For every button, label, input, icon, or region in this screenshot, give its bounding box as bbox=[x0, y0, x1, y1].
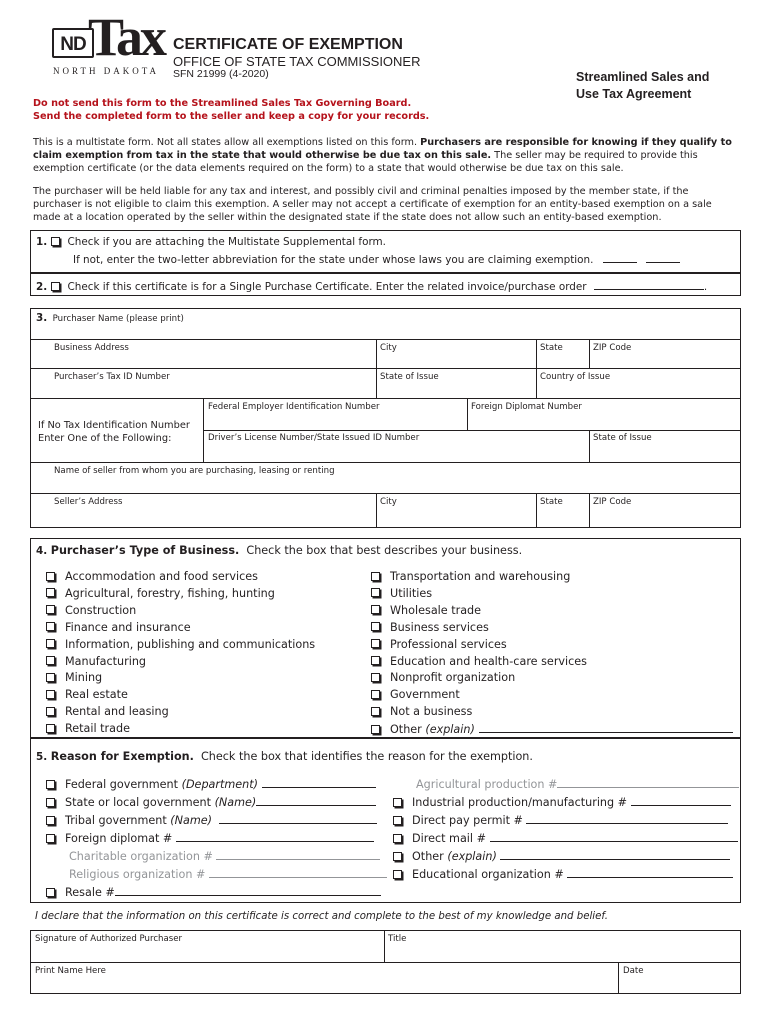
business-type-left-item[interactable] bbox=[46, 705, 169, 718]
business-type-checkbox[interactable] bbox=[46, 707, 55, 716]
business-type-checkbox[interactable] bbox=[46, 690, 55, 699]
business-type-label: Government bbox=[390, 688, 460, 702]
business-type-left-item[interactable] bbox=[46, 688, 128, 701]
business-type-left-item[interactable] bbox=[46, 722, 130, 735]
educational-checkbox[interactable] bbox=[393, 870, 402, 879]
business-type-checkbox[interactable] bbox=[371, 656, 380, 665]
business-type-label: Education and health-care services bbox=[390, 654, 588, 668]
business-type-checkbox[interactable] bbox=[46, 605, 55, 614]
business-type-label: Professional services bbox=[390, 637, 507, 651]
print-name-field[interactable]: Print Name Here bbox=[35, 966, 106, 976]
tax-id-state-field[interactable]: State of Issue bbox=[380, 372, 439, 382]
logo-tax-wordmark: Tax bbox=[88, 7, 165, 67]
section-5-heading: 5. Reason for Exemption. Check the box that identifies the reason for the exemption. bbox=[36, 750, 533, 763]
logo-nd-badge: ND bbox=[52, 28, 94, 58]
reason-federal[interactable]: Federal government (Department) bbox=[46, 777, 376, 791]
reason-tribal[interactable]: Tribal government (Name) bbox=[46, 813, 377, 827]
seller-state-field[interactable]: State bbox=[540, 497, 563, 507]
business-type-right-item[interactable] bbox=[371, 604, 481, 617]
seller-zip-field[interactable]: ZIP Code bbox=[593, 497, 632, 507]
other-reason-checkbox[interactable] bbox=[393, 852, 402, 861]
business-type-checkbox[interactable] bbox=[371, 725, 380, 734]
intro-paragraph-2: The purchaser will be held liable for any tax and interest, and possibly civil and criminal penalties imposed by the member state, if the purchaser is not eligible to claim this exemption. A seller may not accept a certificate of exemption for an entity-based exemption on a sale made at a location operated by the seller within the designated state if the state does not allow such an entity-based exemption. bbox=[33, 186, 712, 223]
business-type-right-item[interactable] bbox=[371, 671, 515, 684]
business-type-checkbox[interactable] bbox=[371, 639, 380, 648]
section-4-heading: 4. Purchaser’s Type of Business. Check the box that best describes your business. bbox=[36, 544, 523, 557]
business-type-left-item[interactable] bbox=[46, 638, 315, 651]
business-type-label: Manufacturing bbox=[65, 654, 147, 668]
business-type-label: Wholesale trade bbox=[390, 603, 482, 617]
business-state-field[interactable]: State bbox=[540, 343, 563, 353]
section-1-line-1: 1. Check if you are attaching the Multistate Supplemental form. bbox=[36, 236, 386, 248]
industrial-checkbox[interactable] bbox=[393, 798, 402, 807]
business-type-right-item[interactable] bbox=[371, 705, 472, 718]
foreign-diplomat-number-field[interactable]: Foreign Diplomat Number bbox=[471, 402, 582, 412]
business-type-label: Information, publishing and communications bbox=[65, 637, 316, 651]
tax-id-field[interactable]: Purchaser’s Tax ID Number bbox=[54, 372, 170, 382]
no-tax-id-label: If No Tax Identification Number Enter One of the Following: bbox=[38, 420, 190, 444]
state-abbrev-field-1[interactable] bbox=[603, 252, 637, 263]
business-type-checkbox[interactable] bbox=[371, 673, 380, 682]
seller-city-field[interactable]: City bbox=[380, 497, 397, 507]
business-type-right-item[interactable] bbox=[371, 688, 460, 701]
office-name: OFFICE OF STATE TAX COMMISSIONER bbox=[173, 54, 421, 69]
business-type-left-item[interactable] bbox=[46, 587, 275, 600]
seller-address-field[interactable]: Seller’s Address bbox=[54, 497, 123, 507]
resale-checkbox[interactable] bbox=[46, 888, 55, 897]
business-type-checkbox[interactable] bbox=[46, 572, 55, 581]
business-type-checkbox[interactable] bbox=[46, 639, 55, 648]
business-type-checkbox[interactable] bbox=[46, 724, 55, 733]
section-2-line: 2. Check if this certificate is for a Single Purchase Certificate. Enter the related invoice/purchase order . bbox=[36, 281, 708, 293]
logo-state-name: NORTH DAKOTA bbox=[53, 66, 159, 76]
business-type-label: Finance and insurance bbox=[65, 620, 191, 634]
business-type-checkbox[interactable] bbox=[371, 707, 380, 716]
foreign-diplomat-checkbox[interactable] bbox=[46, 834, 55, 843]
business-type-checkbox[interactable] bbox=[46, 588, 55, 597]
business-type-label: Retail trade bbox=[65, 722, 130, 736]
business-type-label: Not a business bbox=[390, 705, 473, 719]
intro-paragraph-1: This is a multistate form. Not all states allow all exemptions listed on this form. Purchasers are responsible for knowing if they qualify to claim exemption from tax in the state that would otherwise be due tax on this sale. The seller may be required to provide this exemption certificate (or the data elements required on the form) to a state that would otherwise be due tax on this sale. bbox=[33, 137, 732, 174]
business-type-right-item[interactable] bbox=[371, 570, 570, 583]
business-type-label: Agricultural, forestry, fishing, hunting bbox=[65, 586, 275, 600]
state-local-checkbox[interactable] bbox=[46, 798, 55, 807]
reason-direct-mail[interactable]: Direct mail # bbox=[393, 831, 738, 845]
business-type-right-item[interactable] bbox=[371, 655, 587, 668]
business-type-label: Mining bbox=[65, 671, 103, 685]
business-type-label: Real estate bbox=[65, 688, 128, 702]
business-type-label: Rental and leasing bbox=[65, 705, 169, 719]
business-type-left-item[interactable] bbox=[46, 655, 146, 668]
other-explain-label: (explain) bbox=[425, 723, 475, 737]
business-type-right-item[interactable] bbox=[371, 638, 507, 651]
business-type-label: Accommodation and food services bbox=[65, 570, 258, 583]
business-type-label: Construction bbox=[65, 603, 137, 617]
business-type-left-item[interactable] bbox=[46, 604, 136, 617]
business-city-field[interactable]: City bbox=[380, 343, 397, 353]
tax-id-country-field[interactable]: Country of Issue bbox=[540, 372, 611, 382]
direct-mail-checkbox[interactable] bbox=[393, 834, 402, 843]
business-type-left-item[interactable] bbox=[46, 570, 258, 583]
reason-agricultural: Agricultural production # bbox=[416, 777, 739, 791]
tribal-checkbox[interactable] bbox=[46, 816, 55, 825]
seller-name-field[interactable]: Name of seller from whom you are purchasing, leasing or renting bbox=[54, 466, 335, 476]
section-1-line-2: If not, enter the two-letter abbreviation for the state under whose laws you are claiming exemption. bbox=[73, 252, 680, 266]
business-type-checkbox[interactable] bbox=[371, 622, 380, 631]
reason-foreign-diplomat[interactable]: Foreign diplomat # bbox=[46, 831, 374, 845]
business-type-label: Utilities bbox=[390, 586, 433, 600]
reason-state-local[interactable]: State or local government (Name) bbox=[46, 795, 376, 809]
business-type-checkbox[interactable] bbox=[371, 588, 380, 597]
signature-field[interactable]: Signature of Authorized Purchaser bbox=[35, 934, 183, 944]
invoice-po-field[interactable] bbox=[594, 279, 704, 290]
business-type-left-item[interactable] bbox=[46, 621, 191, 634]
business-type-checkbox[interactable] bbox=[371, 690, 380, 699]
fein-field[interactable]: Federal Employer Identification Number bbox=[208, 402, 380, 412]
warning-line-1: Do not send this form to the Streamlined Sales Tax Governing Board. bbox=[33, 98, 412, 109]
reason-religious: Religious organization # bbox=[69, 867, 387, 881]
other-explain-field[interactable] bbox=[479, 722, 733, 733]
business-type-label: Nonprofit organization bbox=[390, 671, 516, 685]
business-type-right-item[interactable] bbox=[371, 587, 432, 600]
federal-checkbox[interactable] bbox=[46, 780, 55, 789]
title-field[interactable]: Title bbox=[388, 934, 407, 944]
single-purchase-checkbox[interactable] bbox=[51, 282, 60, 291]
declaration-text: I declare that the information on this certificate is correct and complete to the best of my knowledge and belief. bbox=[35, 911, 609, 922]
direct-pay-checkbox[interactable] bbox=[393, 816, 402, 825]
warning-line-2: Send the completed form to the seller and keep a copy for your records. bbox=[33, 111, 430, 122]
business-type-label: Other bbox=[390, 723, 422, 737]
state-abbrev-field-2[interactable] bbox=[646, 252, 680, 263]
date-field[interactable]: Date bbox=[623, 966, 644, 976]
reason-charitable: Charitable organization # bbox=[69, 849, 380, 863]
multistate-supplemental-checkbox[interactable] bbox=[51, 237, 60, 246]
business-address-field[interactable]: Business Address bbox=[54, 343, 129, 353]
business-type-label: Business services bbox=[390, 620, 489, 634]
form-title: CERTIFICATE OF EXEMPTION bbox=[173, 36, 403, 53]
business-type-checkbox[interactable] bbox=[46, 622, 55, 631]
reason-other[interactable]: Other (explain) bbox=[393, 849, 730, 863]
reason-educational[interactable]: Educational organization # bbox=[393, 867, 733, 881]
drivers-license-state-field[interactable]: State of Issue bbox=[593, 433, 652, 443]
reason-direct-pay[interactable]: Direct pay permit # bbox=[393, 813, 728, 827]
business-type-checkbox[interactable] bbox=[46, 673, 55, 682]
business-type-left-item[interactable] bbox=[46, 671, 102, 684]
drivers-license-field[interactable]: Driver’s License Number/State Issued ID Number bbox=[208, 433, 420, 443]
business-type-checkbox[interactable] bbox=[46, 656, 55, 665]
business-type-checkbox[interactable] bbox=[371, 605, 380, 614]
reason-resale[interactable]: Resale # bbox=[46, 885, 381, 899]
business-type-right-item[interactable] bbox=[371, 621, 489, 634]
reason-industrial[interactable]: Industrial production/manufacturing # bbox=[393, 795, 731, 809]
form-number: SFN 21999 (4-2020) bbox=[173, 68, 269, 80]
section-3-box bbox=[30, 308, 741, 528]
agreement-title: Streamlined Sales and Use Tax Agreement bbox=[576, 70, 710, 101]
purchaser-name-field[interactable]: 3. Purchaser Name (please print) bbox=[36, 312, 184, 324]
business-type-label: Transportation and warehousing bbox=[390, 570, 571, 583]
business-zip-field[interactable]: ZIP Code bbox=[593, 343, 632, 353]
business-type-checkbox[interactable] bbox=[371, 572, 380, 581]
business-type-right-item[interactable] bbox=[371, 722, 733, 736]
